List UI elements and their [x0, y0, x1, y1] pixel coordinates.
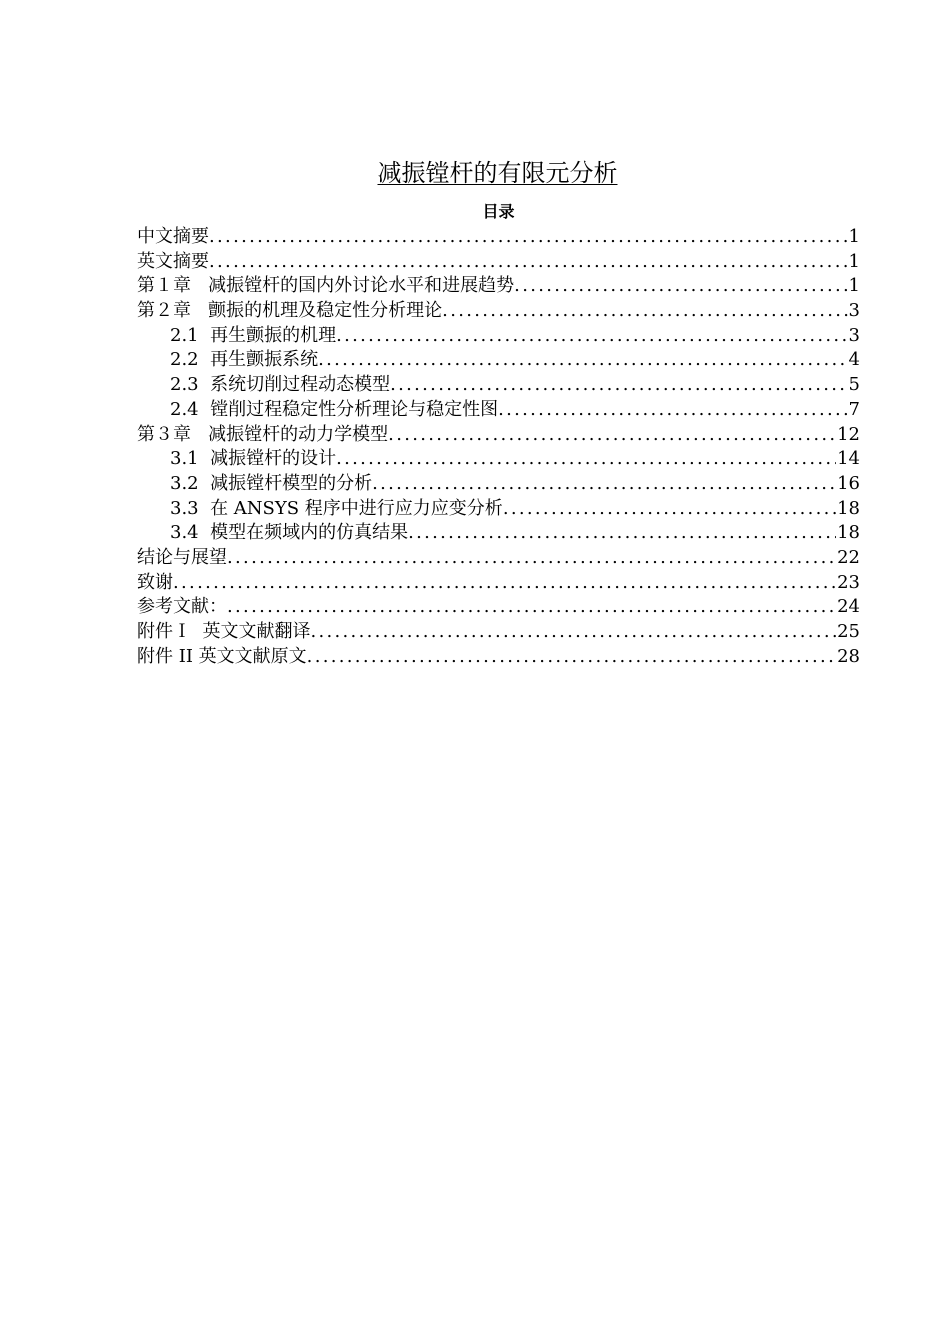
toc-leader-dots: [307, 645, 836, 670]
toc-leader-dots: [388, 423, 836, 448]
toc-entry-page: 28: [837, 645, 860, 667]
toc-entry-label: 结论与展望: [137, 546, 227, 568]
toc-subentry[interactable]: [137, 521, 860, 546]
toc-leader-dots: [514, 274, 847, 299]
toc-entry-label: 3.4 模型在频域内的仿真结果: [170, 522, 409, 544]
toc-entry[interactable]: [137, 225, 860, 250]
toc-entry-page: 16: [837, 472, 860, 494]
toc-entry-label: 参考文献：: [137, 596, 227, 618]
toc-leader-dots: [390, 373, 847, 398]
toc-entry-label: 3.1 减振镗杆的设计: [170, 448, 337, 470]
toc-entry-label: 致谢: [137, 571, 173, 593]
toc-entry-label: 英文摘要: [137, 250, 209, 272]
toc-entry-page: 4: [848, 349, 860, 371]
toc-entry-page: 18: [837, 522, 860, 544]
toc-entry-label: 第１章 减振镗杆的国内外讨论水平和进展趋势: [137, 275, 515, 297]
toc-entry-page: 5: [848, 374, 860, 396]
toc-entry[interactable]: [137, 546, 860, 571]
toc-entry[interactable]: [137, 620, 860, 645]
toc-entry-label: 3.2 减振镗杆模型的分析: [170, 472, 373, 494]
document-title-text: 减振镗杆的有限元分析: [377, 159, 618, 187]
table-of-contents: [137, 225, 860, 669]
toc-leader-dots: [318, 348, 847, 373]
toc-entry-page: 18: [837, 497, 860, 519]
toc-entry-label: 3.3 在 ANSYS 程序中进行应力应变分析: [170, 497, 503, 519]
toc-entry-label: 附件 II 英文文献原文: [137, 645, 307, 667]
toc-leader-dots: [310, 620, 836, 645]
document-title: [0, 157, 950, 189]
toc-entry-page: 25: [837, 621, 860, 642]
toc-entry[interactable]: [137, 645, 860, 670]
toc-entry[interactable]: [137, 571, 860, 596]
toc-leader-dots: [227, 595, 836, 620]
toc-entry-label: 2.3 系统切削过程动态模型: [170, 374, 391, 396]
toc-entry-label: 中文摘要: [137, 226, 209, 247]
toc-entry-page: 3: [848, 300, 860, 322]
toc-entry-label: 2.2 再生颤振系统: [170, 349, 319, 371]
toc-leader-dots: [408, 521, 836, 546]
toc-entry-page: 7: [848, 398, 860, 420]
toc-entry-page: 23: [837, 571, 860, 593]
toc-entry-page: 1: [848, 226, 860, 247]
toc-subentry[interactable]: [137, 447, 860, 472]
toc-leader-dots: [209, 250, 848, 275]
toc-entry-label: 第３章 减振镗杆的动力学模型: [137, 423, 389, 445]
toc-entry-page: 22: [837, 546, 860, 568]
toc-entry-page: 3: [848, 324, 860, 346]
toc-heading: 目录: [482, 202, 515, 221]
toc-entry-label: 第２章 颤振的机理及稳定性分析理论: [137, 300, 443, 322]
toc-subentry[interactable]: [137, 472, 860, 497]
toc-entry-page: 14: [837, 448, 860, 470]
toc-entry-label: 附件Ｉ 英文文献翻译: [137, 621, 311, 642]
toc-entry-page: 12: [837, 423, 860, 445]
toc-subentry[interactable]: [137, 398, 860, 423]
toc-subentry[interactable]: [137, 348, 860, 373]
toc-entry[interactable]: [137, 250, 860, 275]
toc-subentry[interactable]: [137, 497, 860, 522]
toc-entry-page: 1: [848, 250, 860, 272]
toc-entry-label: 2.4 镗削过程稳定性分析理论与稳定性图: [170, 398, 499, 420]
toc-leader-dots: [336, 447, 836, 472]
toc-leader-dots: [336, 324, 847, 349]
toc-entry[interactable]: [137, 274, 860, 299]
toc-subentry[interactable]: [137, 373, 860, 398]
toc-leader-dots: [372, 472, 836, 497]
toc-leader-dots: [442, 299, 847, 324]
toc-entry[interactable]: [137, 595, 860, 620]
toc-leader-dots: [503, 497, 836, 522]
toc-leader-dots: [209, 225, 848, 250]
toc-entry-page: 24: [837, 596, 860, 618]
toc-leader-dots: [498, 398, 847, 423]
toc-entry[interactable]: [137, 423, 860, 448]
toc-subentry[interactable]: [137, 324, 860, 349]
toc-leader-dots: [173, 571, 836, 596]
toc-entry-label: 2.1 再生颤振的机理: [170, 324, 337, 346]
toc-entry-page: 1: [848, 275, 860, 297]
toc-leader-dots: [227, 546, 836, 571]
toc-entry[interactable]: [137, 299, 860, 324]
